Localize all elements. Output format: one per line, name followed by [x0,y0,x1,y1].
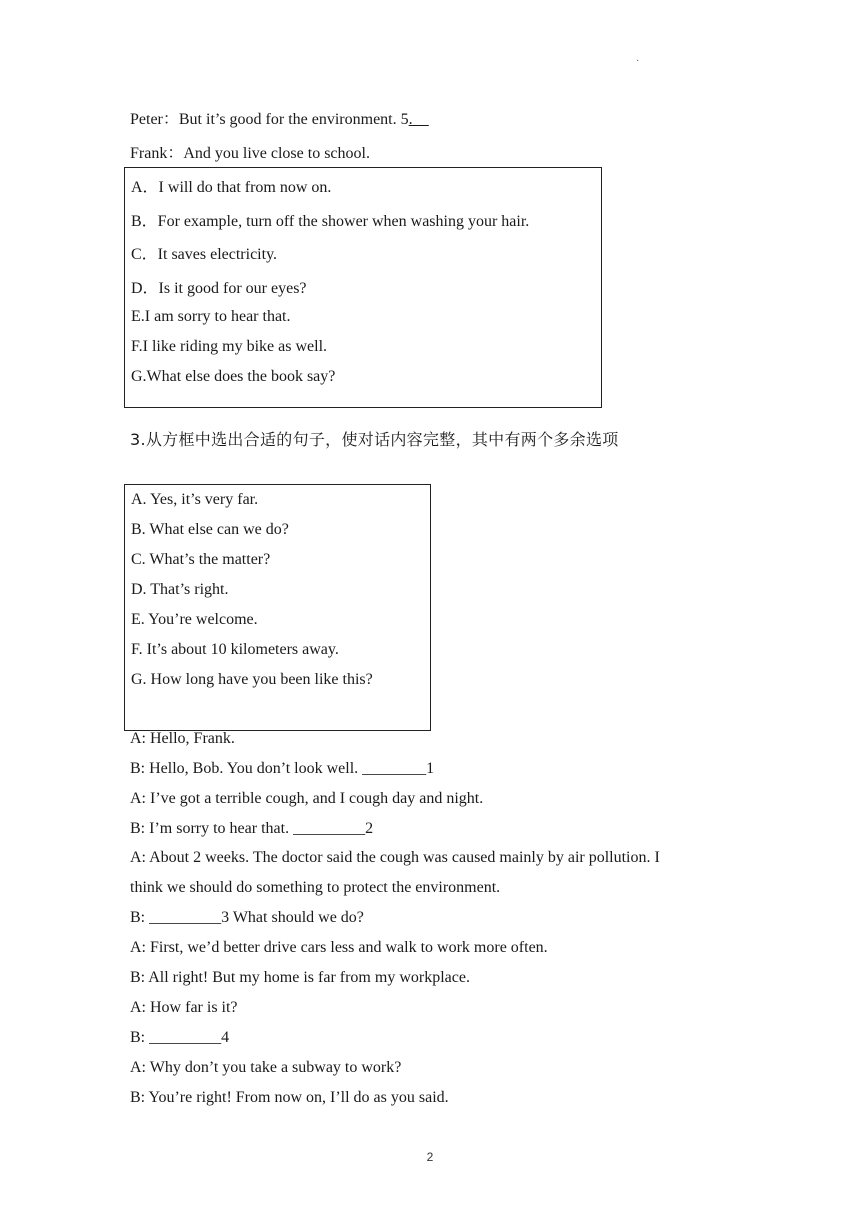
option-c: C．It saves electricity. [131,246,278,263]
option-f: F. It’s about 10 kilometers away. [131,641,339,658]
option-b: B. What else can we do? [131,521,289,538]
dialogue-line: B: All right! But my home is far from my workplace. [130,969,470,986]
options-box-1 [124,167,602,408]
dialogue-line: B: I’m sorry to hear that. _________2 [130,820,374,837]
dialogue-line: think we should do something to protect the environment. [130,879,501,896]
dialogue-line-peter [130,106,429,129]
option-e: E.I am sorry to hear that. [131,308,291,325]
answer-blank-5: .__ [408,111,429,128]
dialogue-line: A: How far is it? [130,999,238,1016]
options-box-2 [124,484,431,731]
dialogue-line: A: About 2 weeks. The doctor said the cough was caused mainly by air pollution. I [130,849,660,866]
page-number: 2 [426,1150,434,1164]
top-mark: · [636,56,640,67]
dialogue-line: B: _________4 [130,1029,230,1046]
section-3-heading: 3.从方框中选出合适的句子，使对话内容完整，其中有两个多余选项 [130,430,619,449]
dialogue-line-peter-text: Peter：But it’s good for the environment. 5 [130,111,409,128]
option-e: E. You’re welcome. [131,611,258,628]
option-a: A. Yes, it’s very far. [131,491,259,508]
option-a: A．I will do that from now on. [131,179,332,196]
option-b: B．For example, turn off the shower when washing your hair. [131,213,530,230]
dialogue-line-frank: Frank：And you live close to school. [130,145,370,162]
option-f: F.I like riding my bike as well. [131,338,328,355]
dialogue-line: B: Hello, Bob. You don’t look well. ________1 [130,760,435,777]
dialogue-line: A: Hello, Frank. [130,730,235,747]
dialogue-line: B: You’re right! From now on, I’ll do as you said. [130,1089,449,1106]
option-g: G. How long have you been like this? [131,671,373,688]
option-c: C. What’s the matter? [131,551,271,568]
option-d: D．Is it good for our eyes? [131,280,307,297]
option-d: D. That’s right. [131,581,229,598]
dialogue-line: A: I’ve got a terrible cough, and I cough day and night. [130,790,484,807]
dialogue-line: B: _________3 What should we do? [130,909,364,926]
dialogue-line: A: Why don’t you take a subway to work? [130,1059,402,1076]
dialogue-line: A: First, we’d better drive cars less and walk to work more often. [130,939,548,956]
option-g: G.What else does the book say? [131,368,336,385]
